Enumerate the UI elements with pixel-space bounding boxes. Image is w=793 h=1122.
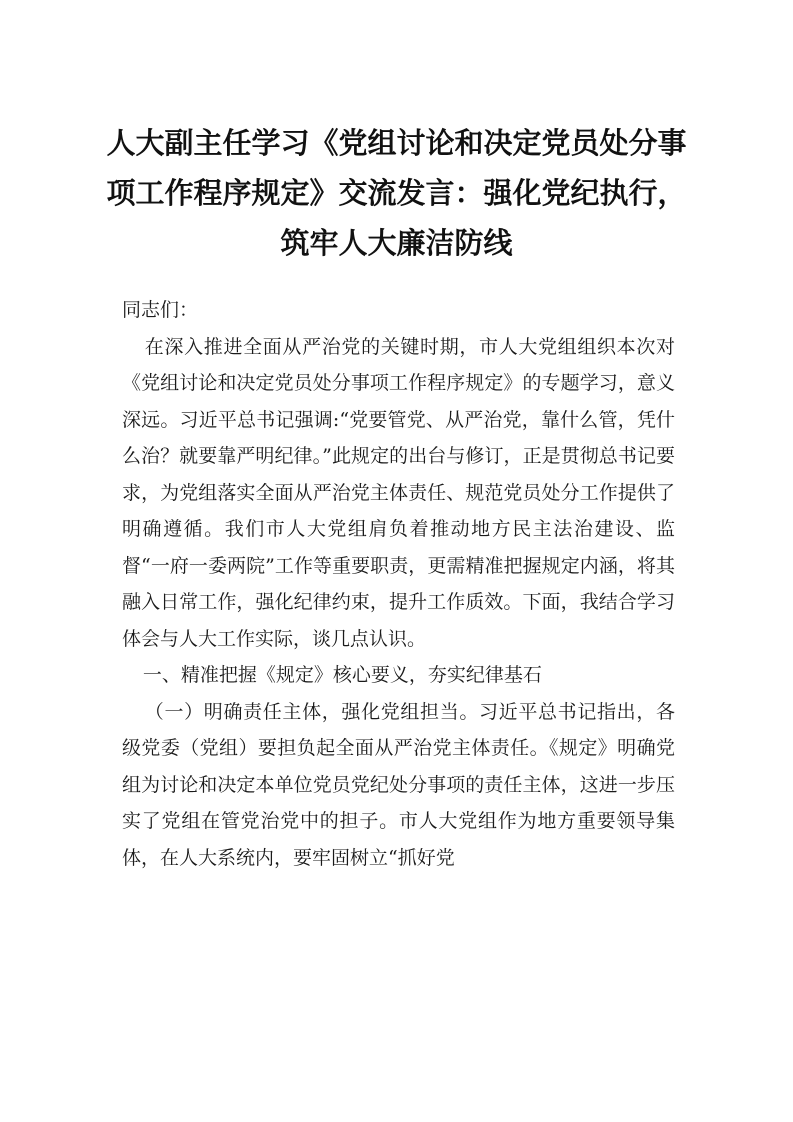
intro-paragraph: 在深入推进全面从严治党的关键时期，市人大党组组织本次对《党组讨论和决定党员处分事项工作程序规定》的专题学习，意义深远。习近平总书记强调:“党要管党、从严治党，靠什么管，凭什么治？就要靠严明纪律。”此规定的出台与修订，正是贯彻总书记要求，为党组落实全面从严治党主体责任、规范党员处分工作提供了明确遵循。我们市人大党组肩负着推动地方民主法治建设、监督“一府一委两院”工作等重要职责，更需精准把握规定内涵，将其融入日常工作，强化纪律约束，提升工作质效。下面，我结合学习体会与人大工作实际，谈几点认识。 <box>122 335 675 650</box>
section-heading: 一、精准把握《规定》核心要义，夯实纪律基石 <box>142 664 542 686</box>
document-title: 人大副主任学习《党组讨论和决定党员处分事项工作程序规定》交流发言：强化党纪执行，筑牢人大廉洁防线 <box>106 126 687 260</box>
document-body <box>122 292 675 876</box>
subsection-paragraph: （一）明确责任主体，强化党组担当。习近平总书记指出，各级党委（党组）要担负起全面从严治党主体责任。《规定》明确党组为讨论和决定本单位党员党纪处分事项的责任主体，这进一步压实了党组在管党治党中的担子。市人大党组作为地方重要领导集体，在人大系统内，要牢固树立“抓好党 <box>122 700 675 869</box>
salutation: 同志们： <box>122 299 199 321</box>
